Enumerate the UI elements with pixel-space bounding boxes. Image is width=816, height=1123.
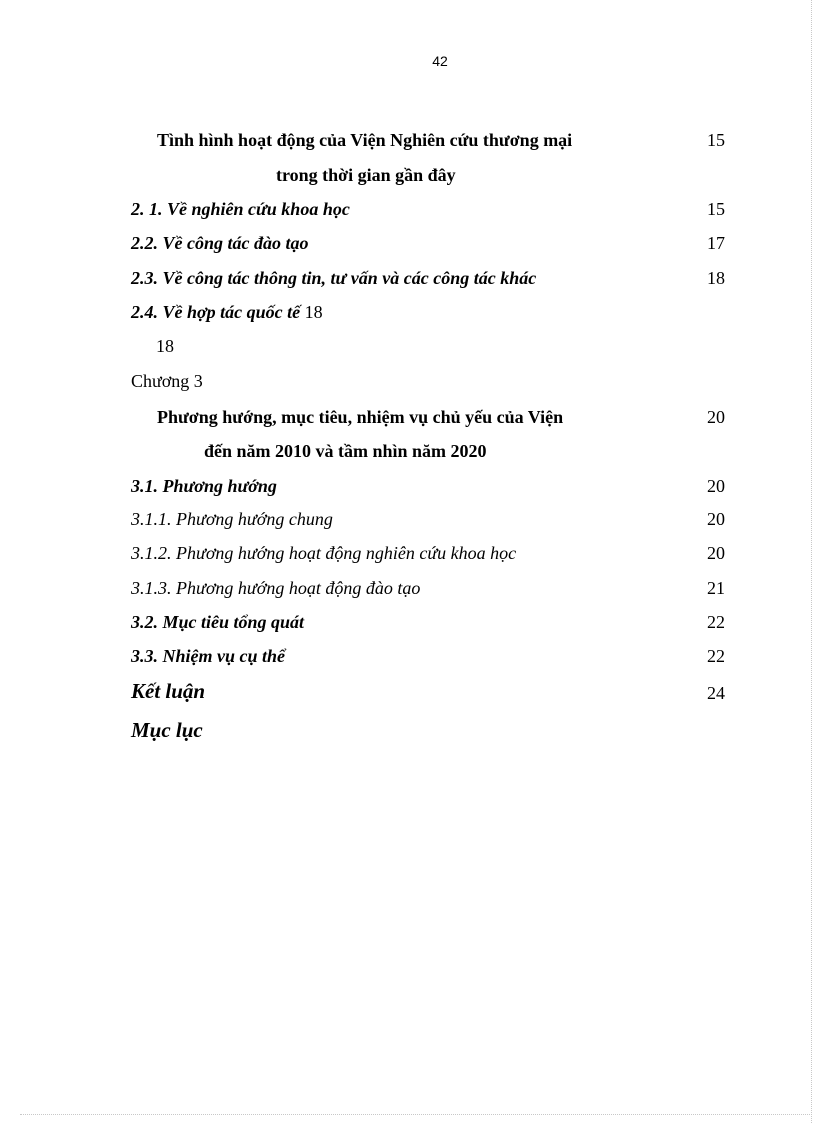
toc-entry-3-1-3: 3.1.3. Phương hướng hoạt động đào tạo [131,578,421,598]
page-frame-bottom [20,1114,812,1115]
toc-entry-2-4-inline-page: 18 [304,302,323,322]
toc-entry-page: 15 [707,130,725,150]
toc-entry-2-1: 2. 1. Về nghiên cứu khoa học [131,199,350,219]
toc-entry-2-3: 2.3. Về công tác thông tin, tư vấn và các công tác khác [131,268,537,288]
toc-entry-page: 20 [707,543,725,563]
toc-entry-page: 24 [707,683,725,703]
toc-entry-page: 20 [707,407,725,427]
toc-entry-page: 15 [707,199,725,219]
toc-entry-page: 17 [707,233,725,253]
toc-entry-3-1-1: 3.1.1. Phương hướng chung [131,509,333,529]
toc-entry-page: 20 [707,509,725,529]
toc-entry-page: 18 [707,268,725,288]
toc-entry-2-2: 2.2. Về công tác đào tạo [131,233,309,253]
toc-entry-section-title-line1: Tình hình hoạt động của Viện Nghiên cứu thương mại [157,130,573,150]
toc-entry-conclusion: Kết luận [131,679,206,703]
toc-entry-chapter3-title-line2: đến năm 2010 và tầm nhìn năm 2020 [204,441,487,461]
toc-entry-2-4 [131,303,323,321]
chapter-heading: Chương 3 [131,371,203,391]
toc-entry-3-1-2: 3.1.2. Phương hướng hoạt động nghiên cứu khoa học [131,543,517,563]
toc-entry-2-4-wrapped-page: 18 [156,336,174,356]
toc-entry-page: 22 [707,646,725,666]
toc-entry-page: 22 [707,612,725,632]
toc-entry-3-1: 3.1. Phương hướng [131,476,277,496]
toc-entry-3-2: 3.2. Mục tiêu tổng quát [131,612,305,632]
toc-entry-page: 20 [707,476,725,496]
page-frame-right [811,0,812,1123]
toc-entry-chapter3-title-line1: Phương hướng, mục tiêu, nhiệm vụ chủ yếu của Viện [157,407,564,427]
toc-entry-page: 21 [707,578,725,598]
toc-entry-3-3: 3.3. Nhiệm vụ cụ thể [131,646,286,666]
toc-entry-section-title-line2: trong thời gian gần đây [276,165,456,185]
toc-entry-contents: Mục lục [131,718,203,742]
page-number: 42 [432,53,448,69]
toc-entry-2-4-title: 2.4. Về hợp tác quốc tế [131,302,301,322]
